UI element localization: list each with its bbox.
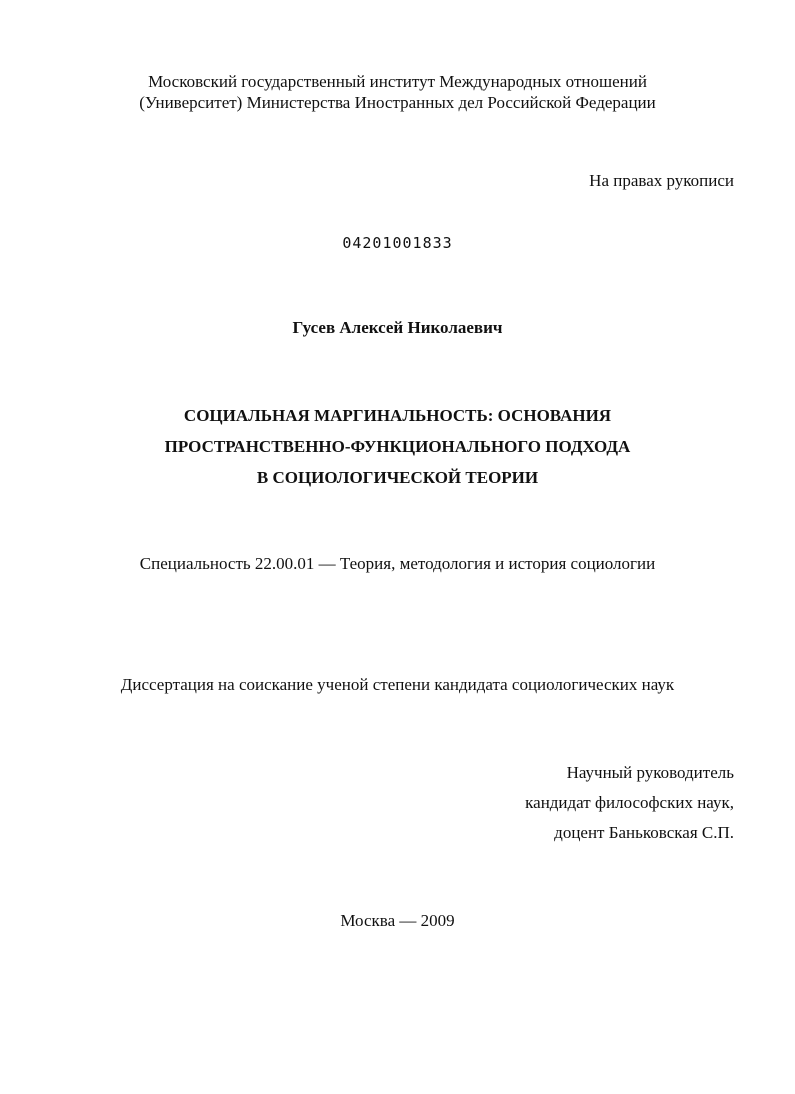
- degree-statement: Диссертация на соискание ученой степени кандидата социологических наук: [120, 675, 675, 694]
- manuscript-note: На правах рукописи: [589, 171, 734, 190]
- specialty: Специальность 22.00.01 — Теория, методология и история социологии: [139, 554, 656, 573]
- city-year: Москва — 2009: [340, 911, 455, 930]
- institution-line-2: (Университет) Министерства Иностранных дел Российской Федерации: [139, 93, 656, 112]
- supervisor-name: доцент Баньковская С.П.: [554, 823, 734, 842]
- institution-line-1: Московский государственный институт Международных отношений: [148, 72, 647, 91]
- registration-number: 04201001833: [342, 234, 453, 252]
- author-name: Гусев Алексей Николаевич: [292, 318, 503, 337]
- title-line-2: ПРОСТРАНСТВЕННО-ФУНКЦИОНАЛЬНОГО ПОДХОДА: [164, 437, 631, 456]
- title-line-3: В СОЦИОЛОГИЧЕСКОЙ ТЕОРИИ: [256, 468, 539, 487]
- supervisor-degree: кандидат философских наук,: [525, 793, 734, 812]
- supervisor-label: Научный руководитель: [566, 763, 734, 782]
- title-line-1: СОЦИАЛЬНАЯ МАРГИНАЛЬНОСТЬ: ОСНОВАНИЯ: [183, 406, 612, 425]
